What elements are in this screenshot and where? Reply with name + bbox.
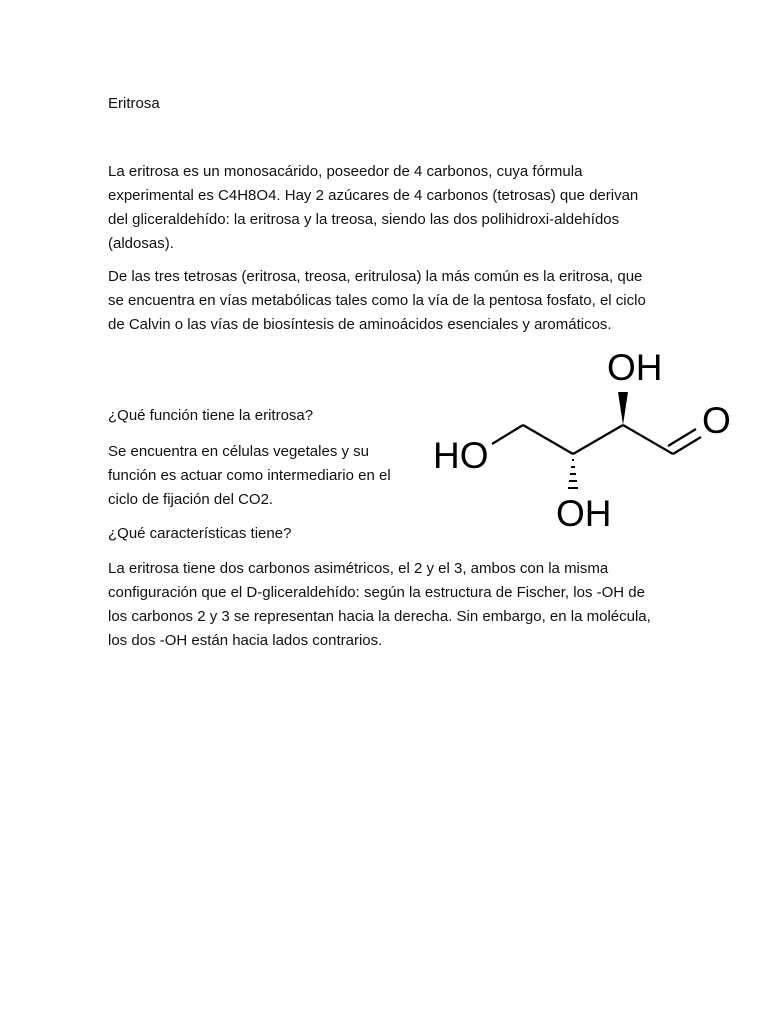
oh-top-label: OH [607,347,663,388]
intro-paragraph: La eritrosa es un monosacárido, poseedor de 4 carbonos, cuya fórmula experimental es C4H8O4. Hay 2 azúcares de 4 carbonos (tetrosas) que derivan del gliceraldehído: la eritrosa y la treosa, siendo las dos polihidroxi-aldehídos (aldosas). [108,163,639,252]
bond-ho-c4 [492,425,523,444]
ho-label: HO [433,435,489,476]
erythrose-structure-diagram [425,340,745,540]
characteristics-answer: La eritrosa tiene dos carbonos asimétricos, el 2 y el 3, ambos con la misma configuración que el D-gliceraldehído: según la estructura de Fischer, los -OH de los carbonos 2 y 3 se representan hacia la derecha. Sin embargo, en la molécula, los dos -OH están hacia lados contrarios. [108,560,651,649]
wedge-bond-c2-oh [618,392,628,425]
tetroses-paragraph: De las tres tetrosas (eritrosa, treosa, eritrulosa) la más común es la eritrosa, que se encuentra en vías metabólicas tales como la vía de la pentosa fosfato, el ciclo de Calvin o las vías de biosíntesis de aminoácidos esenciales y aromáticos. [108,268,646,333]
function-question: ¿Qué función tiene la eritrosa? [108,407,314,424]
oh-bottom-label: OH [556,493,612,534]
bond-c2-c1 [623,425,673,454]
characteristics-question: ¿Qué características tiene? [108,525,292,542]
hashed-bond-c3-oh [568,460,578,488]
bond-c3-c2 [573,425,623,454]
function-answer: Se encuentra en células vegetales y su función es actuar como intermediario en el ciclo de fijación del CO2. [108,443,391,508]
o-label: O [702,400,731,441]
bond-c4-c3 [523,425,573,454]
document-title: Eritrosa [108,95,160,112]
